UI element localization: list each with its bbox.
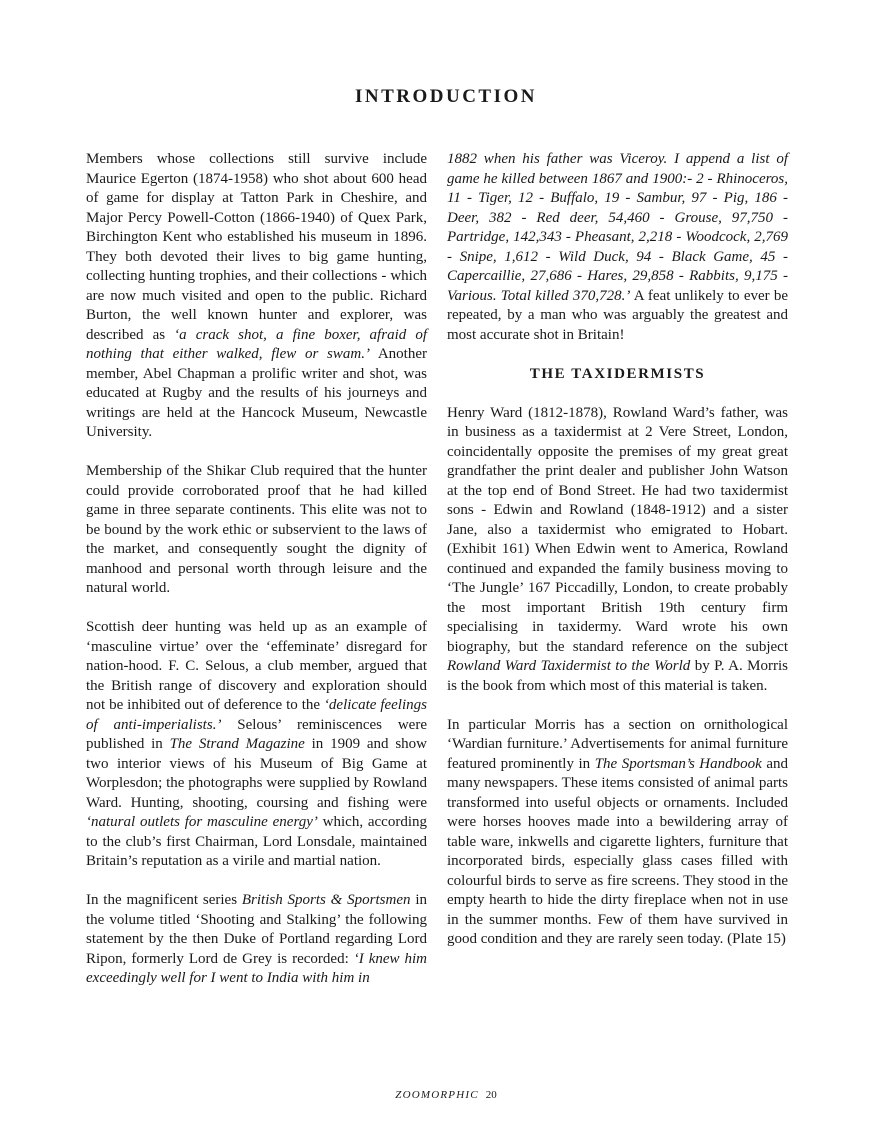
paragraph [447,404,788,697]
paragraph: Membership of the Shikar Club required that the hunter could provide corroborated proof that he had killed game in three separate continents. This elite was not to be bound by the work ethic or subservient to the laws of the market, and consequently sought the dignity of manhood and personal worth through leisure and the natural world. [86,463,427,596]
selous-quote: ‘delicate feelings of anti-imperialists.’ [86,697,427,733]
page-number: 20 [485,1089,497,1101]
page-footer [0,1089,892,1101]
text-run: in 1909 and show two interior views of his Museum of Big Game at Worplesdon; the photographs were supplied by Rowland Ward. Hunting, shooting, coursing and fishing were [86,736,428,811]
left-column [86,150,427,989]
text-run: Selous’ reminiscences were published in [86,716,427,752]
text-run: Another member, Abel Chapman a prolific writer and shot, was educated at Rugby and the results of his journeys and writings are held at the Hancock Museum, Newcastle University. [86,346,427,440]
text-run: In particular Morris has a section on ornithological ‘Wardian furniture.’ Advertisements for animal furniture featured prominently in [447,716,788,772]
series-title: British Sports & Sportsmen [241,892,411,908]
text-run: Members whose collections still survive include Maurice Egerton (1874-1958) who shot about 600 head of game for display at Tatton Park in Cheshire, and Major Percy Powell-Cotton (1866-1940) of Quex Park, Birchington Kent who established his museum in 1896. They both devoted their lives to big game hunting, collecting hunting trophies, and their collections - which are now much visited and open to the public. Richard Burton, the well known hunter and explorer, was described as [86,151,427,343]
right-column [447,150,788,950]
text-run: Henry Ward (1812-1878), Rowland Ward’s father, was in business as a taxidermist at 2 Vere Street, London, coincidentally opposite the premises of my great great grandfather the print dealer and publisher John Watson at the top end of Bond Street. He had two taxidermist sons - Edwin and Rowland (1848-1912) and a sister Jane, also a taxidermist who emigrated to Hobart. (Exhibit 161) When Edwin went to America, Rowland continued and expanded the family business moving to ‘The Jungle’ 167 Piccadilly, London, to create probably the most important British 19th century firm specialising in taxidermy. Ward wrote his own biography, but the standard reference on the subject [447,404,788,655]
paragraph [86,150,427,443]
publication-name: ZOOMORPHIC [395,1089,479,1101]
magazine-title: The Strand Magazine [169,736,305,752]
book-title: The Sportsman’s Handbook [594,755,762,772]
text-run: by P. A. Morris is the book from which most of this material is taken. [447,658,788,694]
paragraph [86,618,427,872]
text-run: which, according to the club’s first Chairman, Lord Lonsdale, maintained Britain’s reputation as a virile and martial nation. [86,814,427,869]
text-run: in the volume titled ‘Shooting and Stalking’ the following statement by the then Duke of Portland regarding Lord Ripon, formerly Lord de Grey is recorded: [86,892,427,967]
section-heading: THE TAXIDERMISTS [529,365,706,382]
text-run: A feat unlikely to ever be repeated, by a man who was arguably the greatest and most accurate shot in Britain! [447,287,788,343]
page-title: INTRODUCTION [354,86,538,107]
paragraph [86,891,427,989]
paragraph [447,716,788,950]
text-run: and many newspapers. These items consisted of animal parts transformed into useful objects or ornaments. Included were horses hooves made into a bewildering array of table ware, inkwells and cigarette lighters, furniture that incorporated birds, especially glass cases filled with colourful birds to serve as fire screens. They stood in the empty hearth to hide the dirty fireplace when not in use in the summer months. Few of them have survived in good condition and they are rarely seen today. (Plate 15) [447,755,788,947]
text-run: In the magnificent series [86,892,242,908]
portland-quote: ‘I knew him exceedingly well for I went to India with him in [86,950,427,986]
energy-quote: ‘natural outlets for masculine energy’ [86,814,318,830]
paragraph [447,150,788,345]
game-list-quote: 1882 when his father was Viceroy. I append a list of game he killed between 1867 and 1900:- 2 - Rhinoceros, 11 - Tiger, 12 - Buffalo, 19 - Sambur, 97 - Pig, 186 - Deer, 382 - Red deer, 54,460 - Grouse, 97,750 - Partridge, 142,343 - Pheasant, 2,218 - Woodcock, 2,769 - Snipe, 1,612 - Wild Duck, 94 - Black Game, 45 - Capercaillie, 27,686 - Hares, 29,858 - Rabbits, 9,175 - Various. Total killed 370,728.’ [447,151,788,304]
burton-quote: ‘a crack shot, a fine boxer, afraid of nothing that either walked, flew or swam.’ [86,326,427,362]
book-title: Rowland Ward Taxidermist to the World [447,658,691,674]
text-run: Scottish deer hunting was held up as an example of ‘masculine virtue’ over the ‘effeminate’ disregard for nation-hood. F. C. Selous, a club member, argued that the British range of discovery and exploration should not be inhibited out of deference to the [86,619,427,713]
